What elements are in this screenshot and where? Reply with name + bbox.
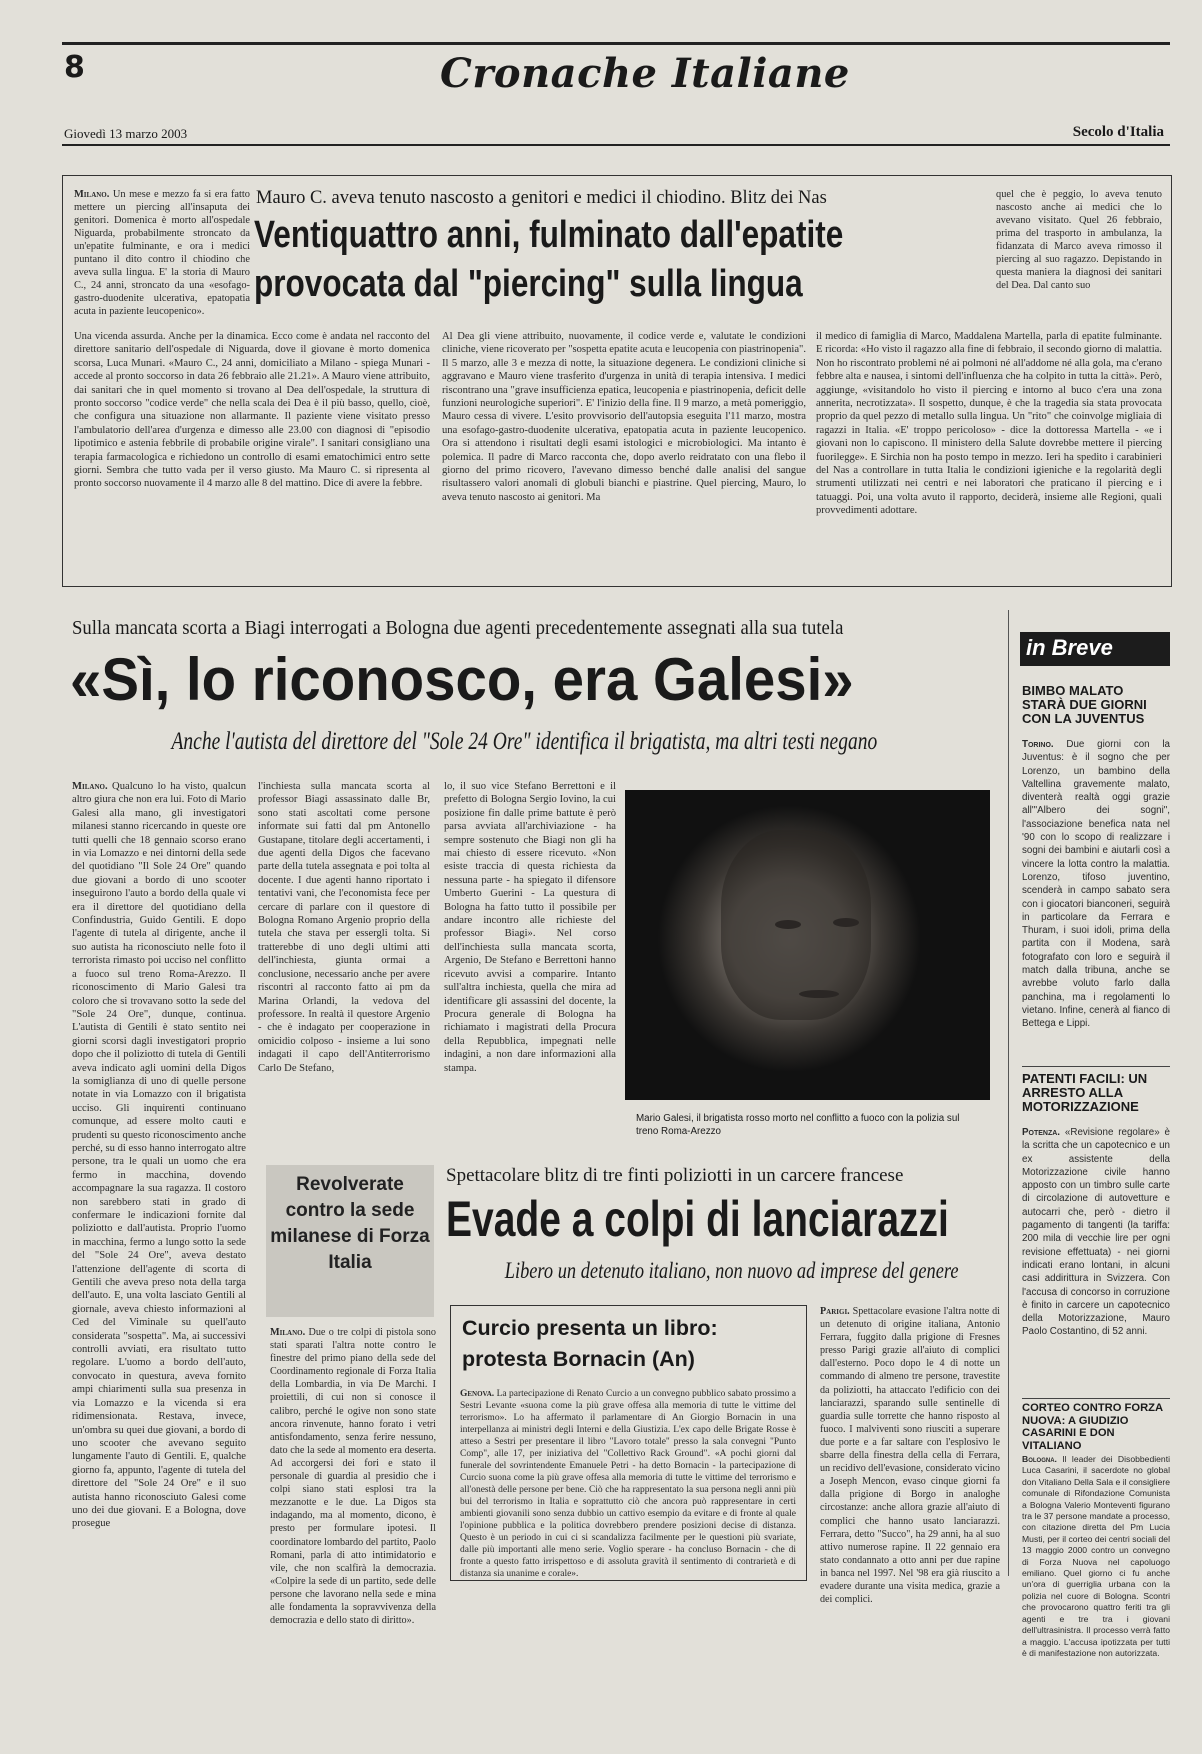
piercing-col1-rest: Una vicenda assurda. Anche per la dinamica. Ecco come è andata nel racconto del direttore sanitario dell'ospedale di Niguarda, dove il giovane è morto domenica scorsa, Luca Munari. «Mauro C., 24 anni, domiciliato a Milano - spiega Munari - accede al pronto soccorso in data 26 febbraio alle 21.21». A Mauro viene attribuito, dai sanitari che in quel momento si trovano al Dea dell'ospedale, la struttura di pronto soccorso "codice verde" che nella scala dei Dea è il più basso, quello, cioè, che configura una situazione non allarmante. Il paziente viene visitato presso l'ambulatorio dell'area d'urgenza e dimesso alle 23.00 con diagnosi di "episodio lipotimico e astenia febbrile di probabile origine virale". I sanitari consigliano una terapia farmacologica e richiedono un controllo di esami ematochimici entro sette giorni. Sembra che tutto vada per il verso giusto. Ma Mauro C. si ripresenta al pronto soccorso nuovamente il 4 marzo alle 8 del mattino. Dice di avere la febbre. xyxy=(74,331,430,490)
breve-3-title: CORTEO CONTRO FORZA NUOVA: A GIUDIZIO CASARINI E DON VITALIANO xyxy=(1022,1402,1163,1452)
breve-1-text: Torino. Due giorni con la Juventus: è il sogno che per Lorenzo, un bambino della Valtellina gravemente malato, diventerà realtà oggi grazie all'"Albero dei sogni", l'associazione benefica nata nel '90 con lo scopo di realizzare i sogni dei bambini e aiutarli così a vincere la lotta contro la malattia. Lorenzo, tifoso juventino, scenderà in campo sabato sera con i giocatori bianconeri, seguirà in particolare da Ferrara e Thuram, i suoi idoli, prima della partita con il Modena, sarà fotografato con loro e seguirà il match dalla tribuna, anche se avrebbe voluto farlo dalla panchina, ma i regolamenti lo vietano. Infine, cenerà al fianco di Bettega e Lippi. xyxy=(1022,739,1170,1030)
section-masthead xyxy=(440,50,850,120)
issue-date: Giovedì 13 marzo 2003 xyxy=(64,126,188,141)
piercing-headline-line2: provocata dal "piercing" sulla lingua xyxy=(254,263,803,305)
piercing-kicker: Mauro C. aveva tenuto nascosto a genitori e medici il chiodino. Blitz dei Nas xyxy=(256,188,827,208)
evade-text: Parigi. Spettacolare evasione l'altra notte di un detenuto di origine italiana, Antonio Ferrara, fuggito dalla prigione di Fresnes presso Parigi grazie all'aiuto di complici dall'esterno. Poco dopo le 4 di notte un commando di almeno tre persone, travestite da poliziotti, ha attaccato l'edificio con dei lanciarazzi, sparando sulle sentinelle di guardia sulle torrette che hanno risposto al fuoco. I malviventi sono riusciti a superare due porte e a far saltare con l'esplosivo le sbarre della finestra della cella di Ferrara, un recidivo dell'evasione, considerato vicino a Joseph Mencon, evaso cinque giorni fa dalla prigione di Borgo in analoghe circostanze: anche allora grazie all'aiuto di complici che hanno usato lanciarazzi. Ferrara, detto "Succo", ha 29 anni, ha al suo attivo numerose rapine. Il 22 gennaio era stato condannato a otto anni per due rapine in banca nel 1997. Nel '98 era già riuscito a evadere durante una visita medica, grazie a dei complici. xyxy=(820,1306,1000,1606)
forza-italia-headline: Revolverate contro la sede milanese di Forza Italia xyxy=(270,1174,430,1273)
piercing-col1-intro: Milano. Un mese e mezzo fa si era fatto mettere un piercing all'insaputa dei genitori. Domenica è morto all'ospedale Niguarda, probabilmente stroncato da un'epatite fulminante, e ora i medici puntano il dito contro il chiodino che aveva sulla lingua. E' la storia di Mauro C., 24 anni, stroncato da una «esofago-gastro-duodenite ulcerativa, epatopatia acuta in paziente leucopenico». xyxy=(74,189,250,317)
newspaper-name: Secolo d'Italia xyxy=(1072,124,1164,140)
page-number: 8 xyxy=(64,50,85,85)
galesi-subhead: Anche l'autista del direttore del "Sole 24 Ore" identifica il brigatista, ma altri testi negano xyxy=(171,728,878,755)
top-rule xyxy=(62,42,1170,45)
evade-headline: Evade a colpi di lanciarazzi xyxy=(446,1191,949,1247)
breve-separator-2 xyxy=(1022,1398,1170,1399)
in-breve-divider xyxy=(1008,610,1009,1576)
galesi-col1: Milano. Qualcuno lo ha visto, qualcun altro giura che non era lui. Foto di Mario Galesi alla mano, gli investigatori milanesi stanno ricercando in queste ore tutti quelli che 18 gennaio scorso erano in via Lomazzo e nei dintorni della sede del quotidiano "Il Sole 24 Ore" quando due giovani a bordo di uno scooter inseguirono l'auto a bordo della quale vi era il direttore del quotidiano della Confindustria, Guido Gentili. E dopo l'agente di tutela al dirigente, anche il suo autista ha riconosciuto nelle foto il terrorista rimasto poi ucciso nel conflitto a fuoco sul treno Roma-Arezzo. Il riconoscimento di Mario Galesi tra coloro che si trovavano sotto la sede del "Sole 24 Ore", dunque, continua. L'autista di Gentili è stato sentito nei giorni scorsi dagli investigatori proprio dopo che il poliziotto di tutela di Gentili aveva indicato agli uomini della Digos la somiglianza di uno di quelle persone notate in via Lomazzo con il brigatista ucciso. Gli inquirenti continuano comunque, ad essere molto cauti e prudenti su questo riconoscimento anche perché, su di esso hanno interrogato altre persone, tra le quali un uomo che era fermo in macchina, dovendo accompagnare la sua ragazza. Il costoro non sarebbero stati in grado di confermare le indicazioni fornite dal poliziotto e dall'autista. Proprio l'uomo in macchina, fermo a lungo sotto la sede del "Sole 24 Ore", aveva destato l'attenzione dell'agente di scorta di Gentili che aveva preso nota della targa dell'auto. E, una volta lasciato Gentili al giornale, aveva chiesto informazioni al Ced del Viminale su quell'auto considerata "sospetta". Ma, ai successivi controlli avviati, era risultato tutto regolare. L'uomo a bordo dell'auto, convocato in questura, aveva fornito ampi chiarimenti sulla sua presenza in via Lomazzo e la vicenda si era ridimensionata. Restava, invece, un'ombra su quei due giovani, a bordo di uno scooter che avevano seguito lungamente l'auto di Gentili. E, qualche giorno fa, appunto, l'agente di tutela del direttore del "Sole 24 Ore" e il suo autista hanno riconosciuto Galesi come uno dei due giovani. E a Bologna, dove prosegue xyxy=(72,781,246,1530)
galesi-col3: lo, il suo vice Stefano Berrettoni e il prefetto di Bologna Sergio Iovino, la cui posizione fin dalle prime battute è però parsa avviata all'archiviazione - ha sempre sostenuto che Biagi non gli ha mai chiesto di essere ricevuto. «Non esiste traccia di questa richiesta da nessuna parte - ha spiegato il difensore Umberto Guerini - La questura di Bologna ha fatto tutto il possibile per andare incontro alle richieste del professor Biagi». Nel corso dell'inchiesta sulla mancata scorta, Argenio, De Stefano e Berrettoni hanno ricevuto avvisi a comparire. Intanto sull'altra inchiesta, quella che mira ad identificare gli assassini del docente, la Procura generale di Bologna ha richiamato i magistrati della Procura della Repubblica, impegnati nelle indagini, a non dare informazioni alla stampa. xyxy=(444,781,616,1074)
galesi-photo xyxy=(625,790,990,1100)
breve-2-title: PATENTI FACILI: UN ARRESTO ALLA MOTORIZZAZIONE xyxy=(1022,1071,1148,1114)
curcio-headline: Curcio presenta un libro: protesta Bornacin (An) xyxy=(462,1316,718,1371)
galesi-kicker: Sulla mancata scorta a Biagi interrogati a Bologna due agenti precedentemente assegnati alla sua tutela xyxy=(72,618,844,639)
forza-italia-text: Milano. Due o tre colpi di pistola sono stati sparati l'altra notte contro le finestre del primo piano della sede del Coordinamento regionale di Forza Italia della Lombardia, in via De Marchi. I proiettili, di cui non si conosce il calibro, perché le ogive non sono state ancora rinvenute, hanno forato i vetri antisfondamento, senza ferire nessuno, dato che la sede al momento era deserta. Ad accorgersi dei fori e stato il personale di guardia al presidio che i colpi siano stati esplosi tra la mezzanotte e le due. La Digos sta indagando, ma al momento, dicono, è presto per formulare ipotesi. Il coordinatore lombardo del partito, Paolo Romani, parla di atto intimidatorio e vile, che non scalfirà la democrazia. «Colpire la sede di un partito, sede delle persone che lavorano nella sede e mina alle fondamenta la sopravvivenza della democrazia e dello stato di diritto». xyxy=(270,1327,436,1627)
section-title: Cronache Italiane xyxy=(440,50,850,97)
header-rule xyxy=(62,144,1170,146)
photo-mouth xyxy=(799,990,839,998)
piercing-col3-top: quel che è peggio, lo aveva tenuto nascosto anche ai medici che lo avevano visitato. Quel 26 febbraio, prima del trasporto in ambulanza, la fidanzata di Marco aveva rimosso il piercing al suo ragazzo. Depistando in questa maniera la diagnosi dei sanitari del Dea. Dal canto suo xyxy=(996,189,1162,291)
breve-2-text: Potenza. «Revisione regolare» è la scritta che un capotecnico e un ex assistente della Motorizzazione civile hanno apposto con un timbro sulle carte di circolazione di autovetture e autocarri che, però - dietro il pagamento di tangenti (la tariffa: 200 mila di vecchie lire per ogni revisione effettuata) - nei giorni indicati erano lontani, in alcuni casi addirittura in Svizzera. Con l'accusa di concorso in corruzione è finito in carcere un capotecnico della Motorizzazione, Mauro Paolo Costantino, di 52 anni. xyxy=(1022,1127,1170,1338)
breve-separator-1 xyxy=(1022,1066,1170,1067)
in-breve-title: in Breve xyxy=(1026,635,1113,660)
evade-subhead: Libero un detenuto italiano, non nuovo ad imprese del genere xyxy=(504,1258,959,1283)
galesi-photo-caption: Mario Galesi, il brigatista rosso morto nel conflitto a fuoco con la polizia sul treno Roma-Arezzo xyxy=(636,1113,960,1137)
piercing-col3-rest: il medico di famiglia di Marco, Maddalena Martella, parla di epatite fulminante. E ricorda: «Ho visto il ragazzo alla fine di febbraio, il secondo giorno di malattia. Non ho riscontrato problemi né ai polmoni né all'addome né alla gola, ma c'erano febbre alta e nausea, i sintomi dell'influenza che ha colpito in tutta la città». Però, aggiunge, «visitandolo ho visto il piercing e intorno al buco c'era una zona annerita, necrotizzata». Il sospetto, dunque, è che la tragedia sia stata provocata proprio da quel pezzo di metallo sulla lingua. Un "rito" che coinvolge migliaia di ragazzi in Italia. «E' troppo pericoloso» - dice la dottoressa Martella - «e i giovani non lo capiscono. Il ministero della Salute dovrebbe mettere il piercing fuorilegge». E Sirchia non ha posto tempo in mezzo. Ieri ha spedito i carabinieri del Nas a controllare in tutta Italia le condizioni igieniche e la regolarità degli strumenti utilizzati nei centri e nei laboratori che praticano il piercing e i tatuaggi. Poi, una volta avuto il rapporto, deciderà, insieme alle Regioni, quali provvedimenti adottare. xyxy=(816,331,1162,517)
curcio-text: Genova. La partecipazione di Renato Curcio a un convegno pubblico sabato prossimo a Sestri Levante «suona come la più grave offesa alla memoria di tutte le vittime del terrorismo». Lo ha affermato il parlamentare di An Giorgio Bornacin in una interpellanza ai ministri degli Interni e della Giustizia. L'ex capo delle Brigate Rosse è atteso a Sestri per presentare il libro "Lavoro totale" presso la sala convegni "Punto Comp", alle 17, per iniziativa del "Collettivo Rack Ground". «A pochi giorni dal funerale del sovrintendente Emanuele Petri - ha detto Bornacin - la partecipazione di Curcio suona come la più grave offesa alla memoria di tutte le vittime del terrorismo e all'onestà delle persone per bene. Ciò che ha rappresentato la sua persona negli anni più bui del terrorismo in Italia e soprattutto ciò che ancora può rappresentare in certi ambienti giovanili sono senza dubbio un cattivo esempio da evitare e di fronte al quale l'opinione pubblica e la politica dovrebbero prendere posizioni decise di distanza. Questo è un periodo in cui ci si scandalizza facilmente per le questioni più svariate, dalle più importanti alle meno serie. Voglio sperare - ha concluso Bornacin - che di fronte a questo fatto irrispettoso e di assoluta gravità il sentimento di contrarietà e di distanza sia unanime e corale». xyxy=(460,1389,796,1579)
galesi-headline: «Sì, lo riconosco, era Galesi» xyxy=(70,646,854,713)
photo-eye-left xyxy=(775,920,801,929)
breve-3-text: Bologna. Il leader dei Disobbedienti Luca Casarini, il sacerdote no global don Vitaliano Della Sala e il consigliere comunale di Rifondazione Comunista a Bologna Valerio Monteventi figurano tra le 37 persone mandate a processo, con citazione diretta del Pm Lucia Musti, per il corteo dei centri sociali del 13 maggio 2000 contro un convegno di Forza Nuova nel capoluogo emiliano. Quel giorno ci fu anche un'ora di guerriglia urbana con la polizia nel cuore di Bologna. Scontri che provocarono quattro feriti tra gli agenti e tre tra i giovani dell'ultrasinistra. Il processo verrà fatto a maggio. L'accusa ipotizzata per tutti è di manifestazione non autorizzata. xyxy=(1022,1454,1170,1658)
photo-eye-right xyxy=(833,918,859,927)
breve-1-title: BIMBO MALATO STARÀ DUE GIORNI CON LA JUVENTUS xyxy=(1022,683,1147,726)
piercing-headline-line1: Ventiquattro anni, fulminato dall'epatite xyxy=(254,214,844,256)
piercing-col2: Al Dea gli viene attribuito, nuovamente, il codice verde e, valutate le condizioni cliniche, viene ricoverato per "sospetta epatite acuta e leucopenia con piastrinopenia". Il 5 marzo, alle 3 e mezza di notte, la situazione degenera. Le condizioni cliniche si aggravano e Mauro viene trasferito d'urgenza in unità di terapia intensiva. I medici riscontrano una "grave insufficienza epatica, leucopenia e piastrinopenia, deficit delle funzioni neurologiche superiori". E' l'inizio della fine. Il 9 marzo, a metà pomeriggio, Mauro cessa di vivere. L'esito provvisorio dell'autopsia eseguita l'11 marzo, mostra una esofago-gastro-duodenite ulcerativa, epatopatia acuta in paziente leucopenico. Ora si attendono i risultati degli esami istologici e microbiologici. Ma intanto è polemica. Il padre di Marco racconta che, dopo averlo reidratato con una flebo il giorno del primo ricovero, l'avevano dimesso benché dalle analisi del sangue risultassero valori anomali di globuli bianchi e piastrine. Quel piercing, Mauro, lo aveva tenuto nascosto ai genitori. Ma xyxy=(442,331,806,503)
galesi-col2: l'inchiesta sulla mancata scorta al professor Biagi assassinato dalle Br, sono stati ascoltati come persone informate sui fatti dal pm Antonello Gustapane, titolare degli accertamenti, i due agenti della Digos che facevano parte della tutela assegnata e poi tolta al docente. I due agenti hanno riportato i tentativi vani, che l'economista fece per cercare di parlare con il questore di Bologna Romano Argenio proprio della tutela che stava per essergli tolta. Si tratterebbe di uno degli ultimi atti dell'inchiesta, giunta ormai a conclusione, necessario anche per avere riscontri al racconto fatto ai pm da Marina Orlandi, la vedova del professore. In realtà il questore Argenio - che è indagato per cooperazione in omicidio colposo - insieme a lui sono indagati il capo dell'Antiterrorismo Carlo De Stefano, xyxy=(258,781,430,1074)
evade-kicker: Spettacolare blitz di tre finti poliziotti in un carcere francese xyxy=(446,1165,904,1186)
